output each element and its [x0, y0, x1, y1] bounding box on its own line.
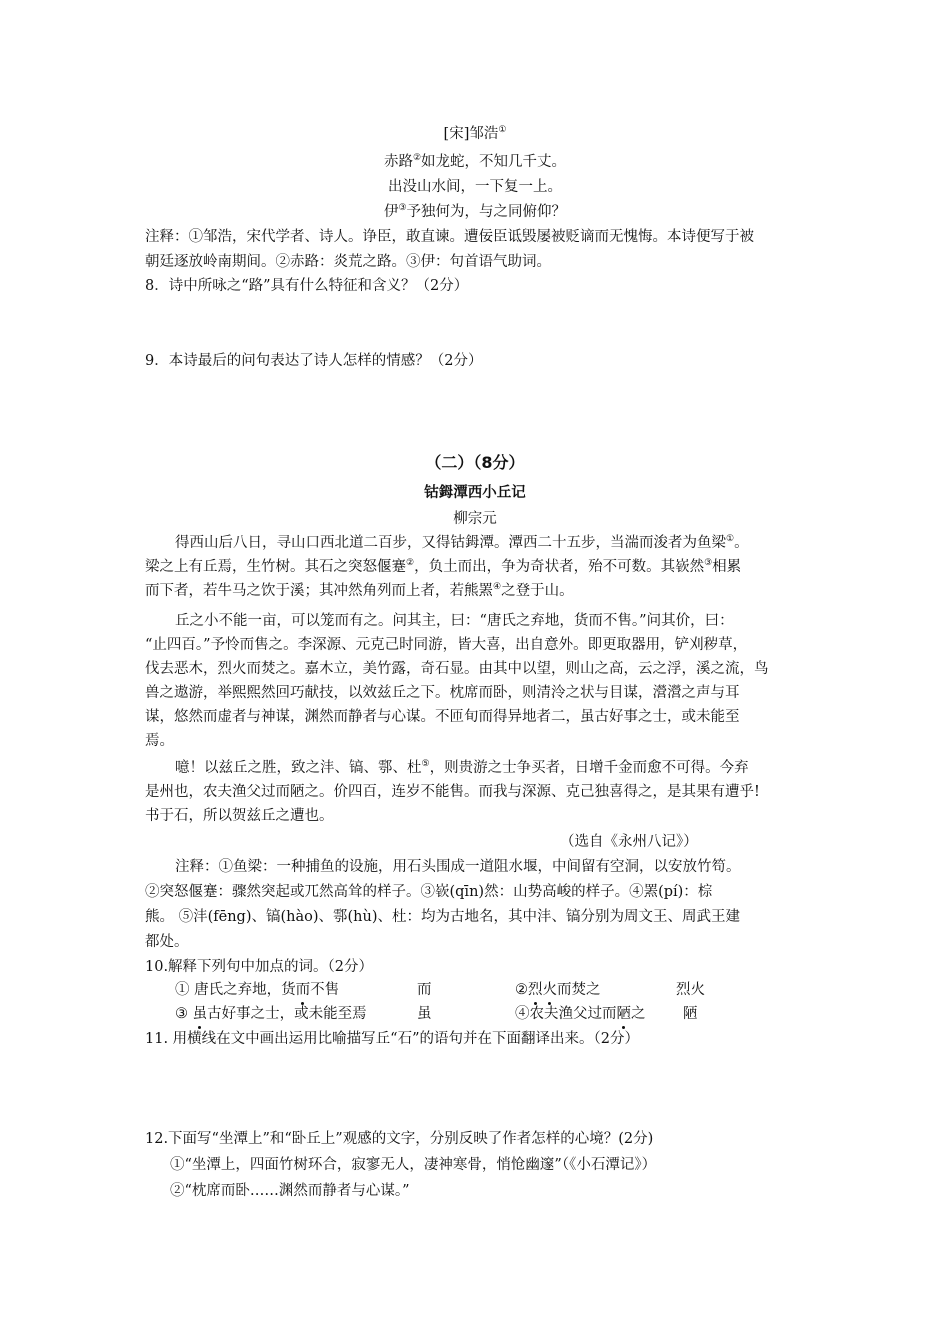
poem-line-3: 伊③予独何为，与之同俯仰？ [383, 203, 567, 220]
prose-p3-line-2: 是州也，农夫渔父过而陋之。价四百，连岁不能售。而我与深源、克己独喜得之，是其果有遭乎! [145, 784, 760, 800]
prose-note-line-1: 注释：①鱼梁：一种捕鱼的设施，用石头围成一道阻水堰，中间留有空洞，以安放竹笱。 [175, 859, 741, 875]
q10-item-3: ③ 虽古好事之士，或未能至焉 [175, 1003, 367, 1025]
poem-author: [宋]邹浩① [443, 125, 507, 142]
question-11: 11. 用横线在文中画出运用比喻描写丘“石”的语句并在下面翻译出来。（2分） [145, 1031, 639, 1047]
prose-p1-line-3: 而下者，若牛马之饮于溪；其冲然角列而上者，若熊罴④之登于山。 [145, 582, 574, 599]
poem-note-line-1: 注释：①邹浩，宋代学者、诗人。诤臣，敢直谏。遭佞臣诋毁屡被贬谪而无愧悔。本诗便写于被 [145, 229, 754, 245]
q10-item-4: ④农夫渔父过而陋之 [515, 1003, 646, 1025]
question-10: 10.解释下列句中加点的词。（2分） [145, 959, 374, 975]
prose-p2-line-6: 焉。 [145, 733, 174, 749]
prose-source: （选自《永州八记》） [560, 834, 698, 850]
poem-line-2: 出没山水间，一下复一上。 [388, 179, 562, 195]
prose-title: 钴鉧潭西小丘记 [424, 485, 526, 501]
q10-item-3-word: 虽 [417, 1006, 432, 1022]
poem-note-line-2: 朝廷逐放岭南期间。②赤路：炎荒之路。③伊：句首语气助词。 [145, 254, 551, 270]
prose-p2-line-3: 伐去恶木，烈火而焚之。嘉木立，美竹露，奇石显。由其中以望，则山之高，云之浮，溪之流，鸟 [145, 661, 769, 677]
q10-item-1-word: 而 [417, 982, 432, 998]
prose-note-line-2: ②突怒偃蹇：骤然突起或兀然高耸的样子。③嵚(qīn)然：山势高峻的样子。④罴(pí)：棕 [145, 884, 713, 900]
question-12-quote-2: ②“枕席而卧……渊然而静者与心谋。” [170, 1183, 410, 1199]
question-8: 8．诗中所咏之“路”具有什么特征和含义？（2分） [145, 278, 469, 294]
prose-p3-line-1: 噫！以兹丘之胜，致之沣、镐、鄠、杜⑤，则贵游之士争买者，日增千金而愈不可得。今弃 [175, 759, 749, 776]
prose-p2-line-4: 兽之遨游，举熙熙然回巧献技，以效兹丘之下。枕席而卧，则清泠之状与目谋，瀯瀯之声与耳 [145, 685, 740, 701]
q10-item-2-word: 烈火 [676, 982, 705, 998]
prose-p2-line-5: 谋，悠然而虚者与神谋，渊然而静者与心谋。不匝旬而得异地者二，虽古好事之士，或未能至 [145, 709, 740, 725]
q10-item-4-word: 陋 [683, 1006, 698, 1022]
prose-p2-line-1: 丘之小不能一亩，可以笼而有之。问其主，曰：“唐氏之弃地，货而不售。”问其价，曰： [175, 613, 734, 629]
prose-note-line-3: 熊。 ⑤沣(fēng)、镐(hào)、鄠(hù)、杜：均为古地名，其中沣、镐分别为周文王、周武王建 [145, 909, 741, 925]
prose-p3-line-3: 书于石，所以贺兹丘之遭也。 [145, 808, 334, 824]
question-12-quote-1: ①“坐潭上，四面竹树环合，寂寥无人，凄神寒骨，悄怆幽邃”（《小石潭记》） [170, 1157, 657, 1173]
q10-item-2: ②烈火而焚之 [515, 979, 601, 1001]
prose-p2-line-2: “止四百。”予怜而售之。李深源、元克己时同游，皆大喜，出自意外。即更取器用，铲刈秽草， [145, 637, 748, 653]
q10-item-1: ① 唐氏之弃地，货而不售 [175, 979, 339, 1001]
question-9: 9．本诗最后的问句表达了诗人怎样的情感？（2分） [145, 353, 483, 369]
prose-p1-line-2: 梁之上有丘焉，生竹树。其石之突怒偃蹇②，负土而出，争为奇状者，殆不可数。其嵚然③相累 [145, 558, 742, 575]
prose-note-line-4: 都处。 [145, 934, 189, 950]
section-heading: （二）（8分） [425, 453, 525, 472]
prose-p1-line-1: 得西山后八日，寻山口西北道二百步，又得钴鉧潭。潭西二十五步，当湍而浚者为鱼梁①。 [175, 534, 749, 551]
prose-author: 柳宗元 [453, 511, 497, 527]
poem-line-1: 赤路②如龙蛇，不知几千丈。 [383, 153, 567, 170]
question-12: 12.下面写“坐潭上”和“卧丘上”观感的文字，分别反映了作者怎样的心境？(2分) [145, 1131, 654, 1147]
